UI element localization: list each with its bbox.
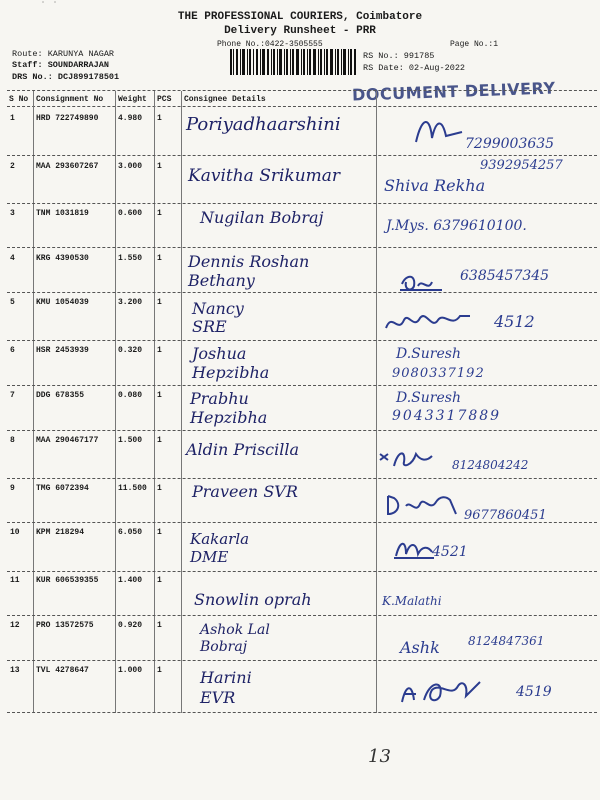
row-signature: 7299003635 — [465, 136, 555, 152]
row-weight: 6.050 — [118, 528, 143, 537]
row-consignee-name: Harini EVR — [200, 668, 252, 707]
company-title: THE PROFESSIONAL COURIERS, Coimbatore — [177, 11, 423, 23]
divider-consignment — [115, 91, 116, 713]
col-consignee: Consignee Details — [184, 95, 266, 104]
header-bottom-rule — [7, 106, 597, 107]
row-consignee-name: Kakarla DME — [190, 530, 250, 566]
row-weight: 4.980 — [118, 114, 143, 123]
row-signature: K.Malathi — [382, 594, 442, 608]
row-separator — [7, 247, 597, 248]
row-separator — [7, 203, 597, 204]
row-consignee-name: Nancy SRE — [192, 299, 244, 336]
row-sno: 6 — [10, 346, 15, 355]
row-pcs: 1 — [157, 576, 162, 585]
row-phone: 9043317889 — [392, 408, 502, 424]
row-pcs: 1 — [157, 254, 162, 263]
row-sno: 13 — [10, 666, 20, 675]
row-consignee-name: Poriyadhaarshini — [186, 114, 341, 135]
row-consignee-name: Prabhu Hepzibha — [190, 389, 268, 427]
row-sno: 10 — [10, 528, 20, 537]
row-separator — [7, 430, 597, 431]
divider-weight — [154, 91, 155, 713]
row-sno: 2 — [10, 162, 15, 171]
row-separator — [7, 292, 597, 293]
row-pcs: 1 — [157, 391, 162, 400]
row-sno: 1 — [10, 114, 15, 123]
rs-number: RS No.: 991785 — [363, 51, 435, 61]
row-consignment: KRG 4390530 — [36, 254, 89, 263]
divider-pcs — [181, 91, 182, 713]
row-pcs: 1 — [157, 346, 162, 355]
row-sno: 5 — [10, 298, 15, 307]
row-weight: 0.080 — [118, 391, 143, 400]
row-consignee-name: Nugilan Bobraj — [200, 208, 324, 227]
row-pcs: 1 — [157, 298, 162, 307]
col-weight: Weight — [118, 95, 147, 104]
footer-page-mark: 13 — [368, 746, 391, 767]
row-consignment: TNM 1031819 — [36, 209, 89, 218]
row-pcs: 1 — [157, 621, 162, 630]
row-separator — [7, 155, 597, 156]
divider-consignee — [376, 91, 377, 713]
row-separator — [7, 385, 597, 386]
row-weight: 1.400 — [118, 576, 143, 585]
col-pcs: PCS — [157, 95, 172, 104]
divider-sno — [33, 91, 34, 713]
page-number: Page No.:1 — [450, 40, 499, 49]
rs-date: RS Date: 02-Aug-2022 — [363, 63, 466, 73]
row-sno: 12 — [10, 621, 20, 630]
row-weight: 3.000 — [118, 162, 143, 171]
row-sno: 7 — [10, 391, 15, 400]
row-signature: Shiva Rekha — [384, 176, 486, 195]
row-sno: 4 — [10, 254, 15, 263]
row-pcs: 1 — [157, 484, 162, 493]
row-separator — [7, 478, 597, 479]
row-phone: 8124847361 — [468, 634, 545, 648]
row-phone: 9392954257 — [480, 158, 563, 173]
row-signature: 8124804242 — [452, 458, 529, 472]
row-pcs: 1 — [157, 528, 162, 537]
row-signature: D.Suresh — [396, 390, 461, 406]
row-weight: 0.920 — [118, 621, 143, 630]
row-signature: 4521 — [432, 544, 468, 560]
row-sno: 9 — [10, 484, 15, 493]
row-signature: 6385457345 — [460, 268, 550, 284]
row-signature: J.Mys. 6379610100. — [386, 218, 527, 234]
document-delivery-stamp: DOCUMENT DELIVERY — [351, 78, 556, 105]
signature-scribble — [376, 446, 436, 472]
row-weight: 1.550 — [118, 254, 143, 263]
row-weight: 3.200 — [118, 298, 143, 307]
row-consignment: PRO 13572575 — [36, 621, 94, 630]
scan-specks: ˙ ˙ — [40, 1, 59, 12]
row-consignment: TVL 4278647 — [36, 666, 89, 675]
row-separator — [7, 340, 597, 341]
row-consignment: KPM 218294 — [36, 528, 85, 537]
row-signature: 4512 — [494, 312, 535, 331]
row-consignment: DDG 678355 — [36, 391, 85, 400]
row-signature: 9677860451 — [464, 508, 547, 523]
header-top-rule — [7, 90, 597, 91]
row-consignee-name: Kavitha Srikumar — [188, 166, 341, 186]
row-weight: 1.500 — [118, 436, 143, 445]
row-consignment: MAA 293607267 — [36, 162, 99, 171]
row-pcs: 1 — [157, 209, 162, 218]
row-consignee-name: Snowlin oprah — [194, 590, 312, 609]
row-consignment: KMU 1054039 — [36, 298, 89, 307]
row-consignee-name: Ashok Lal Bobraj — [200, 622, 270, 655]
row-phone: 9080337192 — [392, 366, 485, 381]
row-pcs: 1 — [157, 162, 162, 171]
signature-scribble — [412, 112, 466, 148]
row-pcs: 1 — [157, 436, 162, 445]
row-consignment: TMG 6072394 — [36, 484, 89, 493]
row-consignment: HRD 722749890 — [36, 114, 99, 123]
col-sno: S No — [9, 95, 29, 104]
row-sno: 11 — [10, 576, 20, 585]
row-consignment: MAA 290467177 — [36, 436, 99, 445]
signature-scribble — [382, 306, 474, 336]
route-label: Route: KARUNYA NAGAR — [12, 49, 115, 59]
row-signature: 4519 — [516, 684, 552, 700]
row-weight: 0.600 — [118, 209, 143, 218]
row-sno: 8 — [10, 436, 15, 445]
row-weight: 0.320 — [118, 346, 143, 355]
row-sno: 3 — [10, 209, 15, 218]
barcode — [230, 49, 356, 75]
row-pcs: 1 — [157, 666, 162, 675]
row-separator — [7, 571, 597, 572]
staff-label: Staff: SOUNDARRAJAN — [12, 60, 109, 70]
row-consignee-name: Joshua Hepzibha — [192, 344, 270, 382]
row-separator — [7, 712, 597, 713]
row-separator — [7, 660, 597, 661]
row-consignee-name: Praveen SVR — [192, 482, 298, 501]
row-separator — [7, 615, 597, 616]
row-pcs: 1 — [157, 114, 162, 123]
col-consignment: Consignment No — [36, 95, 104, 104]
row-consignment: KUR 606539355 — [36, 576, 99, 585]
phone-number: Phone No.:0422-3505555 — [217, 40, 323, 49]
row-signature: D.Suresh — [396, 346, 461, 362]
signature-scribble — [384, 490, 460, 520]
signature-scribble — [398, 272, 444, 294]
row-weight: 11.500 — [118, 484, 147, 493]
signature-scribble — [396, 676, 486, 708]
runsheet-title: Delivery Runsheet - PRR — [224, 25, 376, 37]
row-consignment: HSR 2453939 — [36, 346, 89, 355]
row-consignee-name: Aldin Priscilla — [186, 440, 300, 459]
drs-number: DRS No.: DCJ899178501 — [12, 72, 120, 82]
row-weight: 1.000 — [118, 666, 143, 675]
row-signature: Ashk — [400, 638, 440, 657]
row-consignee-name: Dennis Roshan Bethany — [188, 252, 310, 290]
